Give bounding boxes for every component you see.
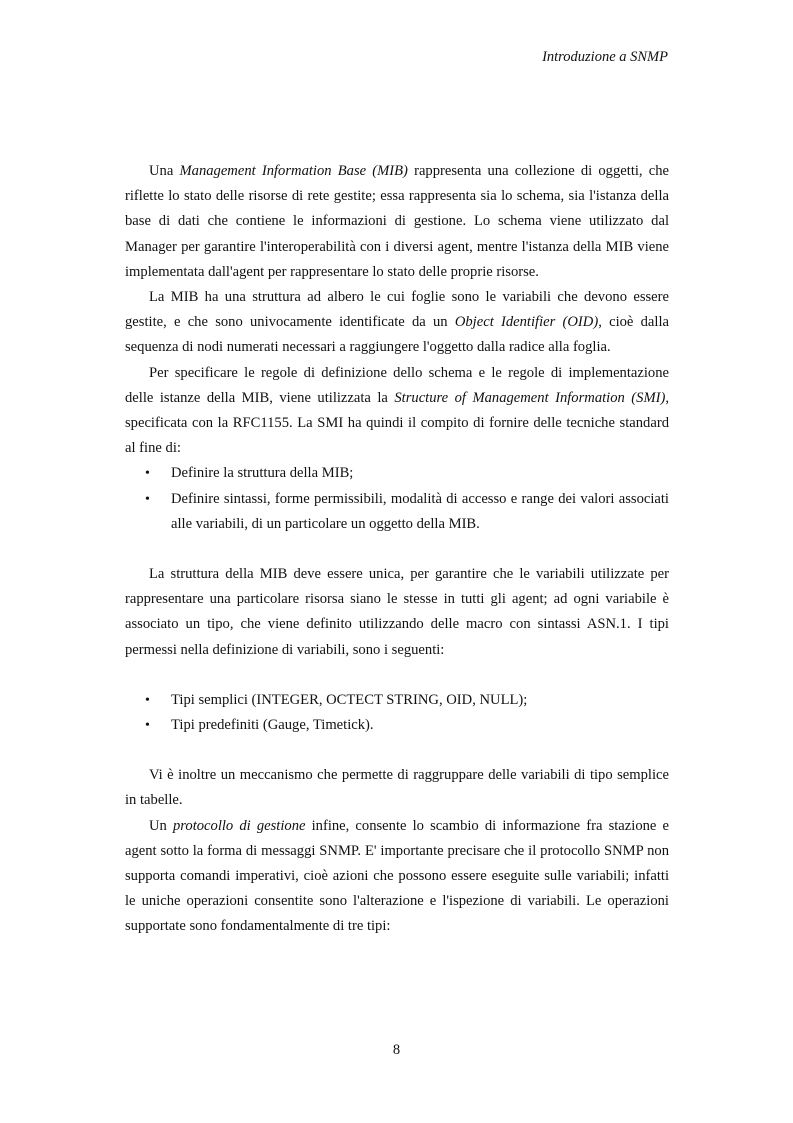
running-header: Introduzione a SNMP bbox=[542, 49, 668, 65]
paragraph-tables bbox=[125, 763, 669, 813]
list-item-text: Tipi semplici (INTEGER, OCTECT STRING, OID, NULL); bbox=[171, 691, 528, 708]
bullet-icon: • bbox=[145, 491, 150, 507]
bullet-icon: • bbox=[145, 466, 150, 482]
list-item bbox=[125, 461, 669, 486]
list-item-text: Definire sintassi, forme permissibili, modalità di accesso e range dei valori associati alle variabili, di un particolare un oggetto della MIB. bbox=[171, 490, 669, 532]
spacer bbox=[125, 537, 669, 562]
paragraph-mib-structure bbox=[125, 285, 669, 361]
text-run: La struttura della MIB deve essere unica, per garantire che le variabili utilizzate per rappresentare una particolare risorsa siano le stesse in tutti gli agent; ad ogni variabile è associato un tipo, che viene definito utilizzando delle macro con sintassi ASN.1. I tipi permessi nella definizione di variabili, sono i seguenti: bbox=[125, 566, 669, 658]
body-text bbox=[125, 159, 669, 940]
paragraph-smi bbox=[125, 361, 669, 462]
spacer bbox=[125, 663, 669, 688]
list-item bbox=[125, 713, 669, 738]
bullet-icon: • bbox=[145, 718, 150, 734]
text-run: , specificata con la RFC1155. La SMI ha quindi il compito di fornire delle tecniche standard al fine di: bbox=[125, 389, 669, 457]
term-smi: Structure of Management Information (SMI) bbox=[394, 389, 666, 406]
list-item-text: Definire la struttura della MIB; bbox=[171, 465, 354, 482]
text-run: Una bbox=[149, 163, 180, 179]
text-run: , cioè dalla sequenza di nodi numerati necessari a raggiungere l'oggetto dalla radice alla foglia. bbox=[125, 314, 670, 356]
text-run: infine, consente lo scambio di informazione fra stazione e agent sotto la forma di messaggi SNMP. E' importante precisare che il protocollo SNMP non supporta comandi imperativi, cioè azioni che possono essere eseguite sulle variabili; infatti le uniche operazioni consentite sono l'alterazione e l'ispezione di variabili. Le operazioni supportate sono fondamentalmente di tre tipi: bbox=[125, 817, 669, 935]
term-protocol: protocollo di gestione bbox=[172, 817, 306, 834]
text-run: Vi è inoltre un meccanismo che permette di raggruppare delle variabili di tipo semplice in tabelle. bbox=[125, 767, 669, 809]
text-run: Per specificare le regole di definizione dello schema e le regole di implementazione delle istanze della MIB, viene utilizzata la bbox=[125, 364, 669, 406]
text-run: Un bbox=[149, 817, 173, 834]
paragraph-mib-uniqueness bbox=[125, 562, 669, 663]
text-run: rappresenta una collezione di oggetti, che riflette lo stato delle risorse di rete gestite; essa rappresenta sia lo schema, sia l'istanza della base di dati che contiene le informazioni di gestione. Lo schema viene utilizzato dal Manager per garantire l'interoperabilità con i diversi agent, mentre l'istanza della MIB viene implementata dall'agent per rappresentare lo stato delle proprie risorse. bbox=[125, 163, 669, 280]
bullet-icon: • bbox=[145, 692, 150, 708]
term-oid: Object Identifier (OID) bbox=[454, 314, 599, 331]
list-item-text: Tipi predefiniti (Gauge, Timetick). bbox=[171, 717, 374, 734]
text-run: La MIB ha una struttura ad albero le cui foglie sono le variabili che devono essere gestite, e che sono univocamente identificate da un bbox=[125, 289, 669, 331]
list-item bbox=[125, 487, 669, 537]
list-item bbox=[125, 688, 669, 713]
types-list bbox=[125, 688, 669, 738]
paragraph-mib-definition bbox=[125, 159, 669, 285]
term-mib: Management Information Base (MIB) bbox=[179, 163, 408, 179]
smi-goals-list bbox=[125, 461, 669, 537]
spacer bbox=[125, 738, 669, 763]
page-number: 8 bbox=[392, 1042, 401, 1058]
paragraph-protocol bbox=[125, 814, 669, 940]
